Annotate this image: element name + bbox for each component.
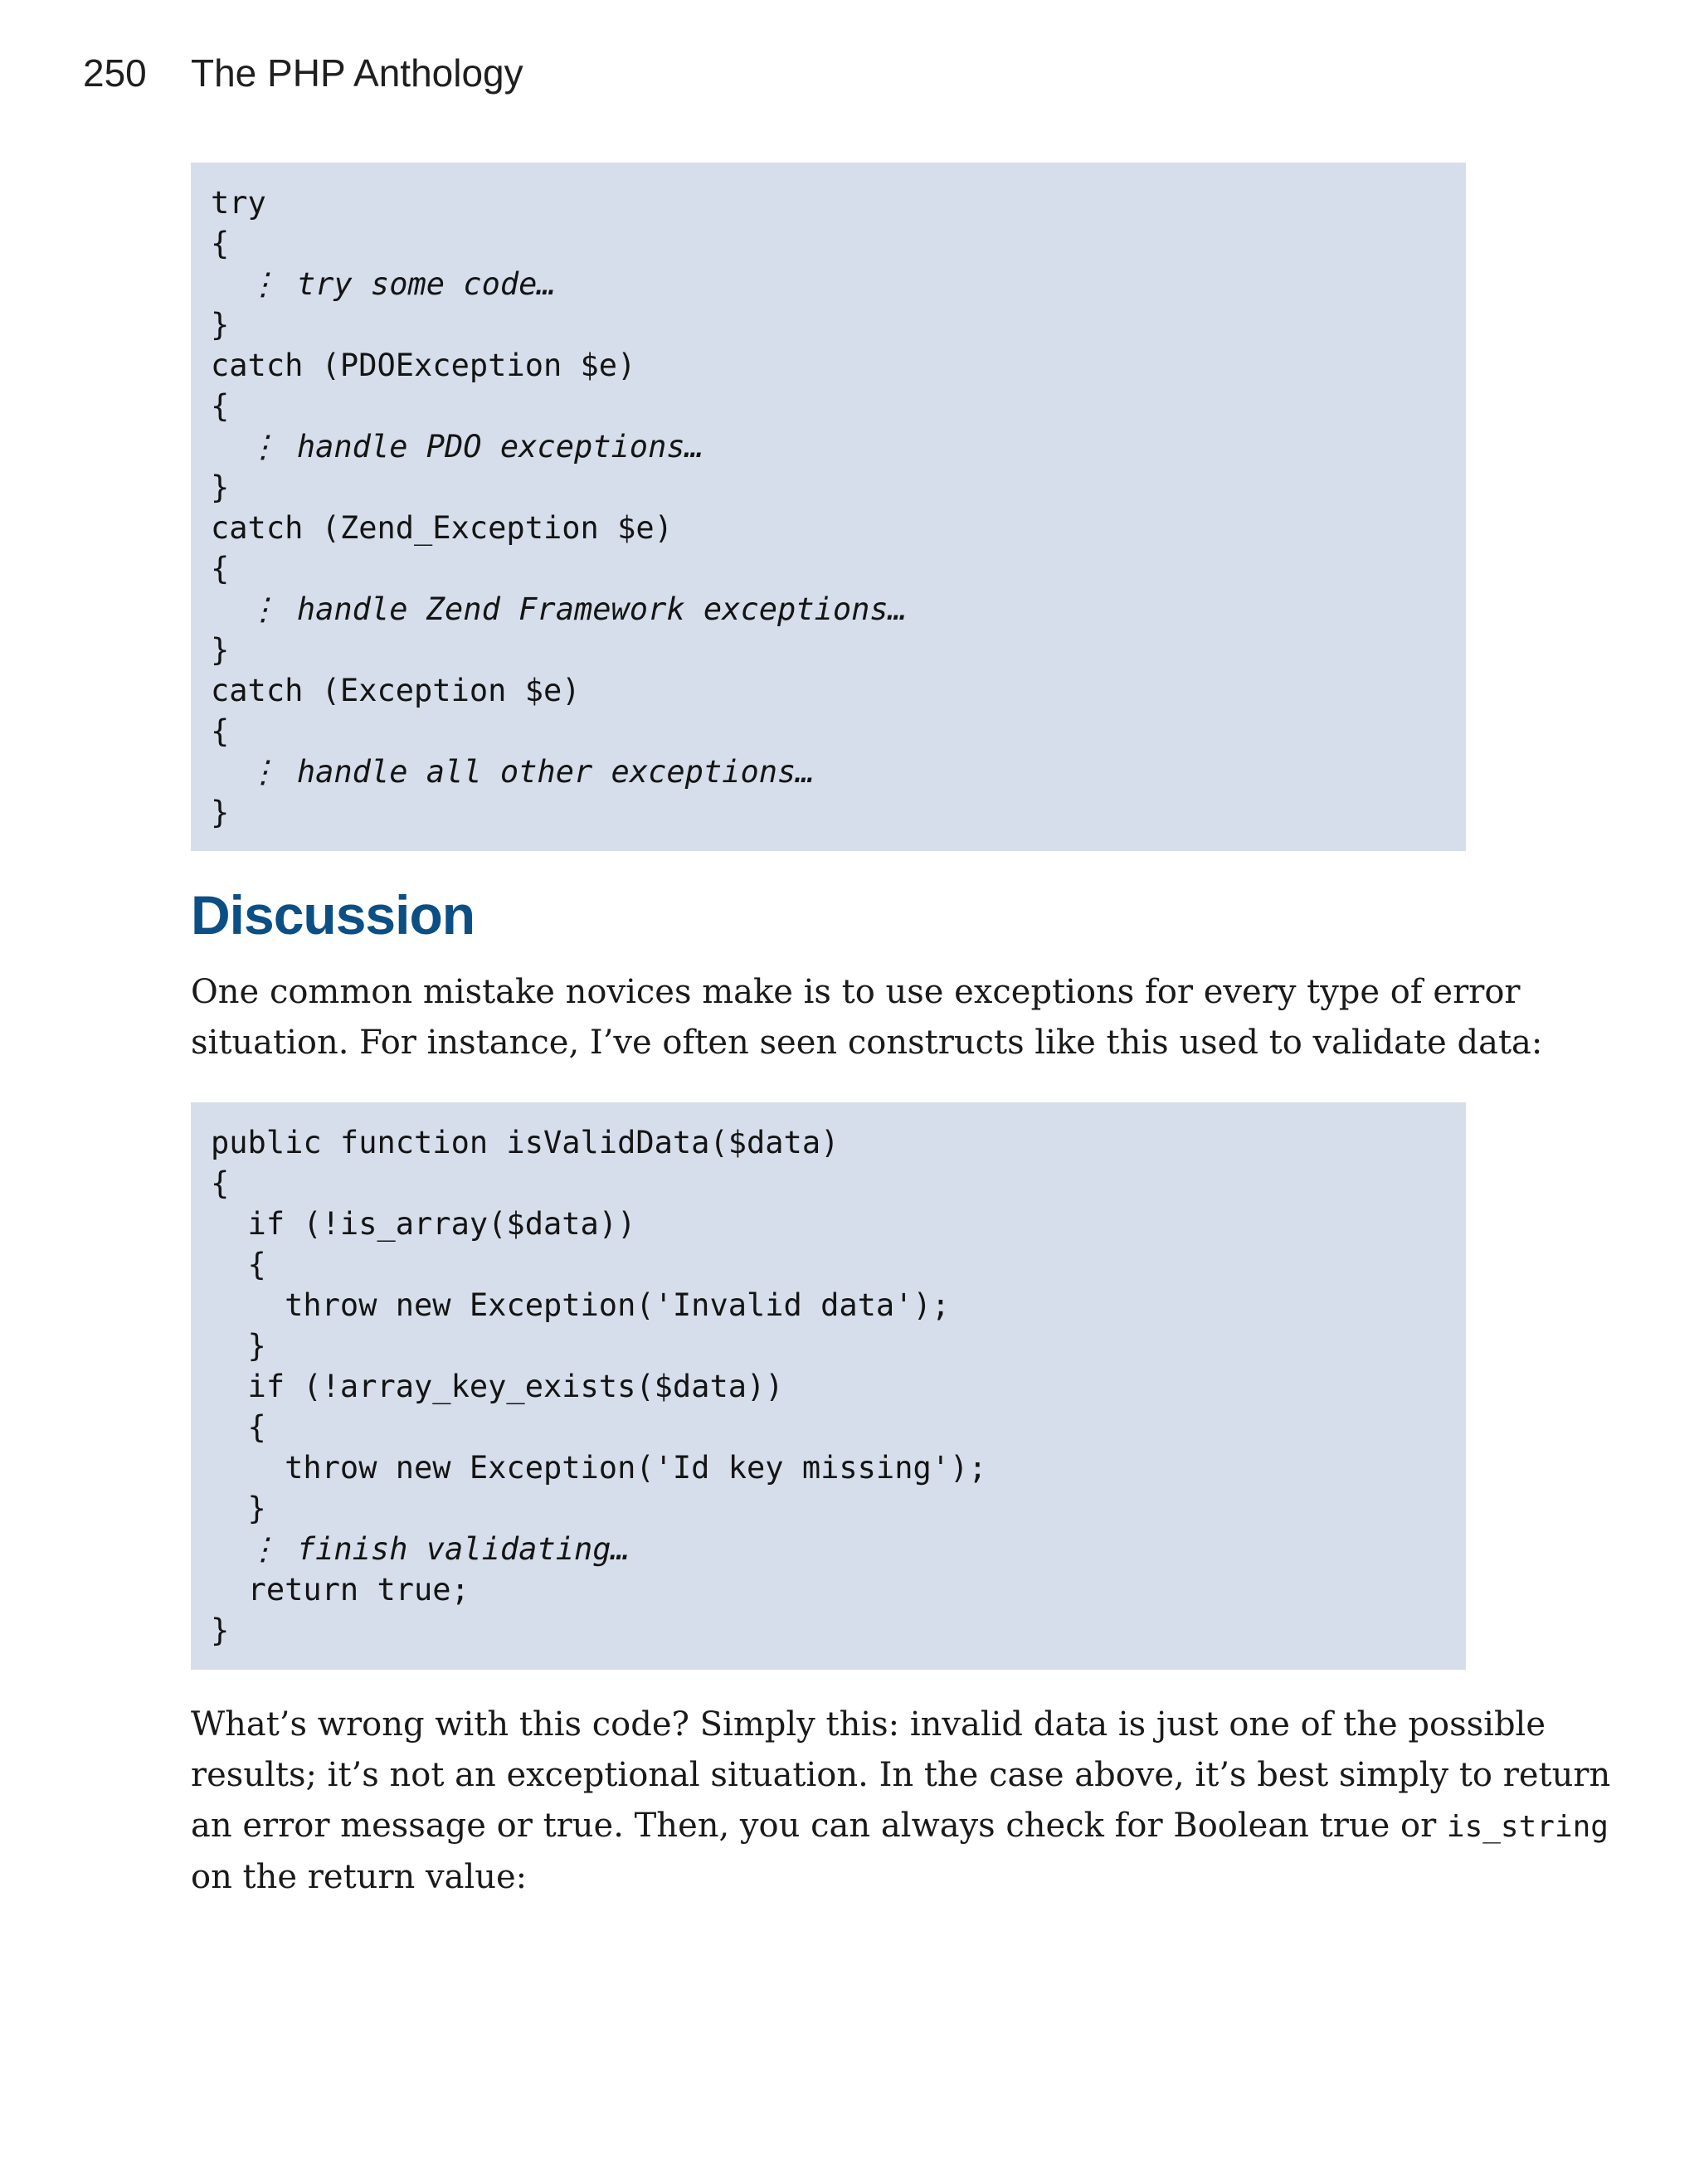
code-line: if (!is_array($data)) (211, 1206, 636, 1242)
code-line: { (211, 1409, 266, 1445)
page-number: 250 (83, 51, 147, 95)
code-line: } (211, 469, 230, 505)
paragraph-intro (191, 967, 1543, 1068)
text-line: on the return value: (191, 1858, 528, 1896)
code-line: throw new Exception('Id key missing'); (211, 1450, 987, 1486)
code-line: { (211, 1165, 230, 1201)
code-line: public function isValidData($data) (211, 1125, 840, 1160)
code-line: { (211, 1247, 266, 1282)
code-line: return true; (211, 1572, 470, 1608)
code-line: } (211, 795, 230, 830)
code-block-is-valid-data (191, 1102, 1466, 1670)
text-line: What’s wrong with this code? Simply this: invalid data is just one of the possible (191, 1705, 1546, 1744)
inline-code-is-string: is_string (1446, 1810, 1609, 1844)
code-line: throw new Exception('Invalid data'); (211, 1287, 951, 1323)
running-header (83, 48, 523, 98)
text-line: situation. For instance, I’ve often seen constructs like this used to validate data: (191, 1024, 1543, 1062)
text-line (191, 1801, 1609, 1852)
code-block-try-catch (191, 163, 1466, 851)
text-line: results; it’s not an exceptional situation. In the case above, it’s best simply to return (191, 1756, 1611, 1794)
paragraph-followup (191, 1700, 1611, 1903)
code-line: } (211, 1612, 230, 1648)
code-line: } (211, 1328, 266, 1364)
code-comment-line: ⋮ try some code… (211, 266, 556, 302)
code-line: } (211, 307, 230, 343)
code-line: catch (Exception $e) (211, 673, 581, 708)
code-line: } (211, 1491, 266, 1526)
code-comment-line: ⋮ handle PDO exceptions… (211, 429, 703, 465)
code-line: { (211, 551, 230, 586)
section-heading-discussion: Discussion (191, 884, 475, 946)
code-line: { (211, 713, 230, 749)
code-line: } (211, 632, 230, 668)
code-line: catch (Zend_Exception $e) (211, 510, 673, 546)
text-line: One common mistake novices make is to use exceptions for every type of error (191, 973, 1521, 1011)
code-comment-line: ⋮ handle all other exceptions… (211, 754, 815, 790)
text-line-segment: an error message or true. Then, you can always check for Boolean true or (191, 1807, 1447, 1845)
code-line: { (211, 388, 230, 424)
code-line: try (211, 185, 266, 221)
code-line: catch (PDOException $e) (211, 348, 636, 383)
code-comment-line: ⋮ finish validating… (211, 1531, 630, 1567)
code-line: { (211, 226, 230, 261)
code-comment-line: ⋮ handle Zend Framework exceptions… (211, 591, 907, 627)
code-line: if (!array_key_exists($data)) (211, 1369, 784, 1404)
book-title: The PHP Anthology (191, 51, 523, 95)
